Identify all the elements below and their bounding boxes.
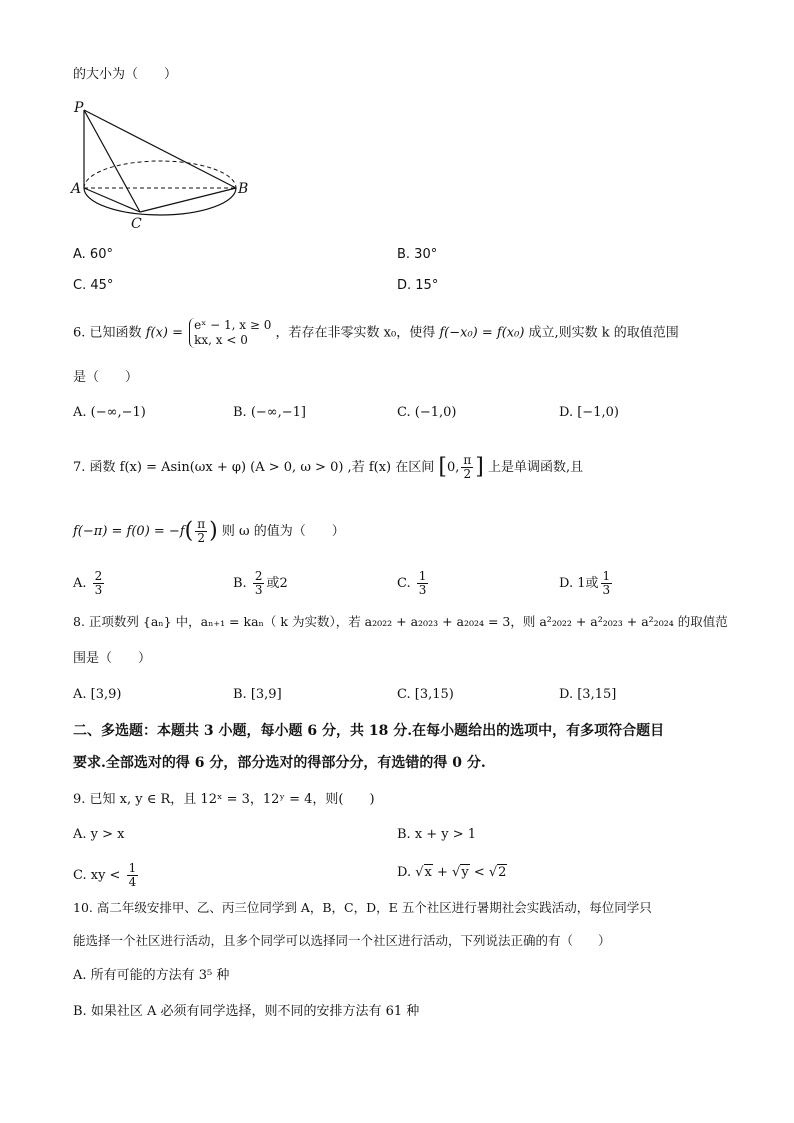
q6-case1: eˣ − 1, x ≥ 0 xyxy=(194,318,272,332)
q8-option-c: C. [3,15) xyxy=(397,687,454,702)
q5-option-d: D. 15° xyxy=(397,278,439,293)
q8-stem-line1: 8. 正项数列 {aₙ} 中，aₙ₊₁ = kaₙ（ k 为实数），若 a₂₀₂₂ + a₂₀₂₃ + a₂₀₂₄ = 3，则 a²₂₀₂₂ + a²₂₀₂₃ + a²₂₀₂₄ 的取值范 xyxy=(73,614,728,629)
q7-line1a: 7. 函数 f(x) = Asin(ωx + φ) (A > 0, ω > 0) ,若 f(x) 在区间 xyxy=(73,460,435,475)
section2-heading-line1: 二、多选题：本题共 3 小题，每小题 6 分，共 18 分.在每小题给出的选项中，有多项符合题目 xyxy=(73,723,665,739)
q6-condition: f(−x₀) = f(x₀) xyxy=(439,325,525,341)
q5-option-b: B. 30° xyxy=(397,247,438,262)
q6-tail: 成立,则实数 k 的取值范围 xyxy=(528,325,679,341)
q7-line1b: 上是单调函数,且 xyxy=(488,460,584,475)
q7-interval-frac: $\frac{\pi}{2}$ xyxy=(463,453,472,481)
q7-option-d: D. 1或 $\frac{1}{3}$ xyxy=(559,569,611,597)
section2-heading-line2: 要求.全部选对的得 6 分，部分选对的得部分分，有选错的得 0 分. xyxy=(73,755,486,771)
q6-option-d: D. [−1,0) xyxy=(559,405,619,420)
q10-stem-line1: 10. 高二年级安排甲、乙、丙三位同学到 A，B，C，D，E 五个社区进行暑期社会实践活动，每位同学只 xyxy=(73,900,652,915)
q7-option-c: C. $\frac{1}{3}$ xyxy=(397,569,427,597)
q6-case2: kx, x < 0 xyxy=(194,333,248,347)
q6-piecewise xyxy=(189,318,271,348)
q6-number: 6. 已知函数 xyxy=(73,325,142,341)
q6-function: f(x) = xyxy=(145,325,183,341)
q7-stem-line1: 7. 函数 f(x) = Asin(ωx + φ) (A > 0, ω > 0) ,若 f(x) 在区间 [0, $\frac{\pi}{2}$ ] 上是单调函数,且 xyxy=(73,453,584,481)
label-b: B xyxy=(238,181,249,197)
q6-option-b: B. (−∞,−1] xyxy=(233,405,306,420)
q7-line2-frac: $\frac{\pi}{2}$ xyxy=(197,517,206,545)
q5-stem-tail: 的大小为（ ） xyxy=(73,67,178,82)
label-a: A xyxy=(71,181,82,197)
q5-option-c: C. 45° xyxy=(73,278,114,293)
q10-option-b: B. 如果社区 A 必须有同学选择，则不同的安排方法有 61 种 xyxy=(73,1004,420,1019)
q7-option-a: A. $\frac{2}{3}$ xyxy=(73,569,103,597)
q9-option-b: B. x + y > 1 xyxy=(397,827,477,842)
q10-option-a: A. 所有可能的方法有 3⁵ 种 xyxy=(73,968,230,983)
q9-option-d: D. √x + √y < √2 xyxy=(397,865,507,880)
label-p: P xyxy=(74,100,84,116)
q8-stem-line2: 围是（ ） xyxy=(73,651,152,666)
q7-line2a: f(−π) = f(0) = −f xyxy=(73,524,185,539)
q6-option-a: A. (−∞,−1) xyxy=(73,405,146,420)
q8-option-b: B. [3,9] xyxy=(233,687,282,702)
q8-option-a: A. [3,9) xyxy=(73,687,122,702)
q7-stem-line2: f(−π) = f(0) = −f( $\frac{\pi}{2}$ ) 则 ω 的值为（ ） xyxy=(73,517,345,545)
q8-option-d: D. [3,15] xyxy=(559,687,617,702)
q7-interval-left: 0, xyxy=(446,460,460,475)
q6-mid: ，若存在非零实数 x₀，使得 xyxy=(275,325,436,341)
q9-stem: 9. 已知 x, y ∈ R，且 12ˣ = 3，12ʸ = 4，则( ) xyxy=(73,792,375,807)
q6-stem-line2: 是（ ） xyxy=(73,370,139,385)
label-c: C xyxy=(131,216,142,232)
q6-stem-line1 xyxy=(73,318,679,348)
q7-line2b: 则 ω 的值为（ ） xyxy=(221,524,345,539)
q5-geometry-figure xyxy=(68,98,258,233)
q10-stem-line2: 能选择一个社区进行活动，且多个同学可以选择同一个社区进行活动，下列说法正确的有（ ） xyxy=(73,933,611,948)
q7-option-b: B. $\frac{2}{3}$ 或2 xyxy=(233,569,288,597)
q5-option-a: A. 60° xyxy=(73,247,113,262)
q9-option-c: C. xy < $\frac{1}{4}$ xyxy=(73,861,137,889)
q9-option-a: A. y > x xyxy=(73,827,125,842)
q6-option-c: C. (−1,0) xyxy=(397,405,457,420)
